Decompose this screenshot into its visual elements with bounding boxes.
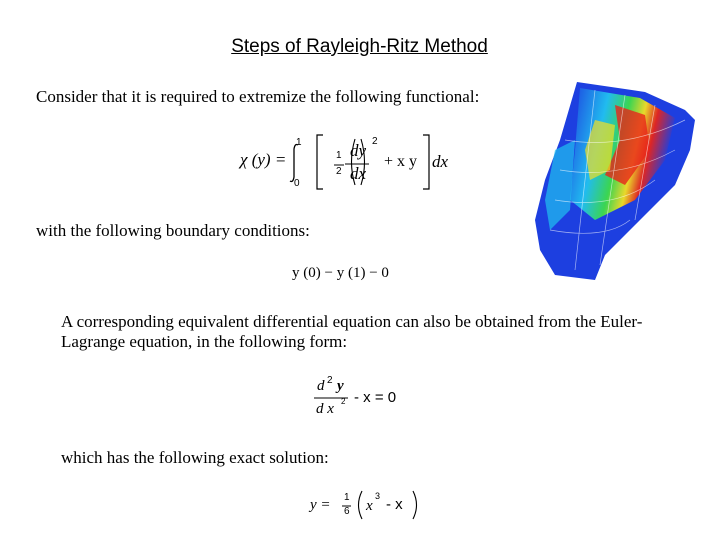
- solution-frac-numerator: 1: [344, 492, 350, 503]
- solution-intro: which has the following exact solution:: [61, 448, 329, 467]
- integral-dx: dx: [432, 152, 449, 171]
- dy-numerator: dy: [349, 141, 367, 160]
- square-exponent: 2: [372, 136, 378, 147]
- intro-text: Consider that it is required to extremize the following functional:: [36, 87, 480, 106]
- diffeq-intro-line1: A corresponding equivalent differential equation can also be obtained from the Euler-: [61, 312, 643, 331]
- integral-upper-limit: 1: [296, 137, 302, 148]
- left-bracket: [316, 134, 324, 190]
- solution-x: x: [366, 498, 373, 514]
- integral-lower-limit: 0: [294, 178, 300, 189]
- right-bracket: [422, 134, 430, 190]
- solution-lhs: y =: [310, 497, 331, 513]
- solution-right-paren: [412, 490, 420, 520]
- diffeq-intro-line2: Lagrange equation, in the following form:: [61, 332, 348, 351]
- d2y-numerator-exp: 2: [327, 375, 333, 386]
- boundary-conditions: y (0) − y (1) − 0: [292, 265, 389, 281]
- diffeq-denominator-exp: 2: [341, 397, 346, 406]
- right-paren: [360, 138, 368, 186]
- plus-xy-term: + x y: [384, 153, 418, 170]
- solution-x-exp: 3: [375, 491, 381, 501]
- half-denominator: 2: [336, 166, 342, 177]
- half-numerator: 1: [336, 150, 342, 161]
- diffeq-denominator: d x: [316, 401, 334, 417]
- boundary-intro: with the following boundary conditions:: [36, 221, 310, 240]
- dx-denominator: dx: [349, 164, 367, 183]
- d2y-numerator-d: d: [317, 378, 325, 394]
- d2y-numerator-var: y: [337, 378, 344, 394]
- solution-minus-x: - x: [386, 496, 403, 513]
- solution-frac-denominator: 6: [344, 506, 350, 517]
- functional-lhs: χ (y) =: [240, 150, 287, 169]
- diffeq-rest: - x = 0: [354, 389, 397, 406]
- slide-title: Steps of Rayleigh-Ritz Method: [231, 36, 488, 57]
- solution-left-paren: [355, 490, 363, 520]
- fem-contour-plot-image: [535, 80, 705, 280]
- integral-sign: [288, 143, 302, 183]
